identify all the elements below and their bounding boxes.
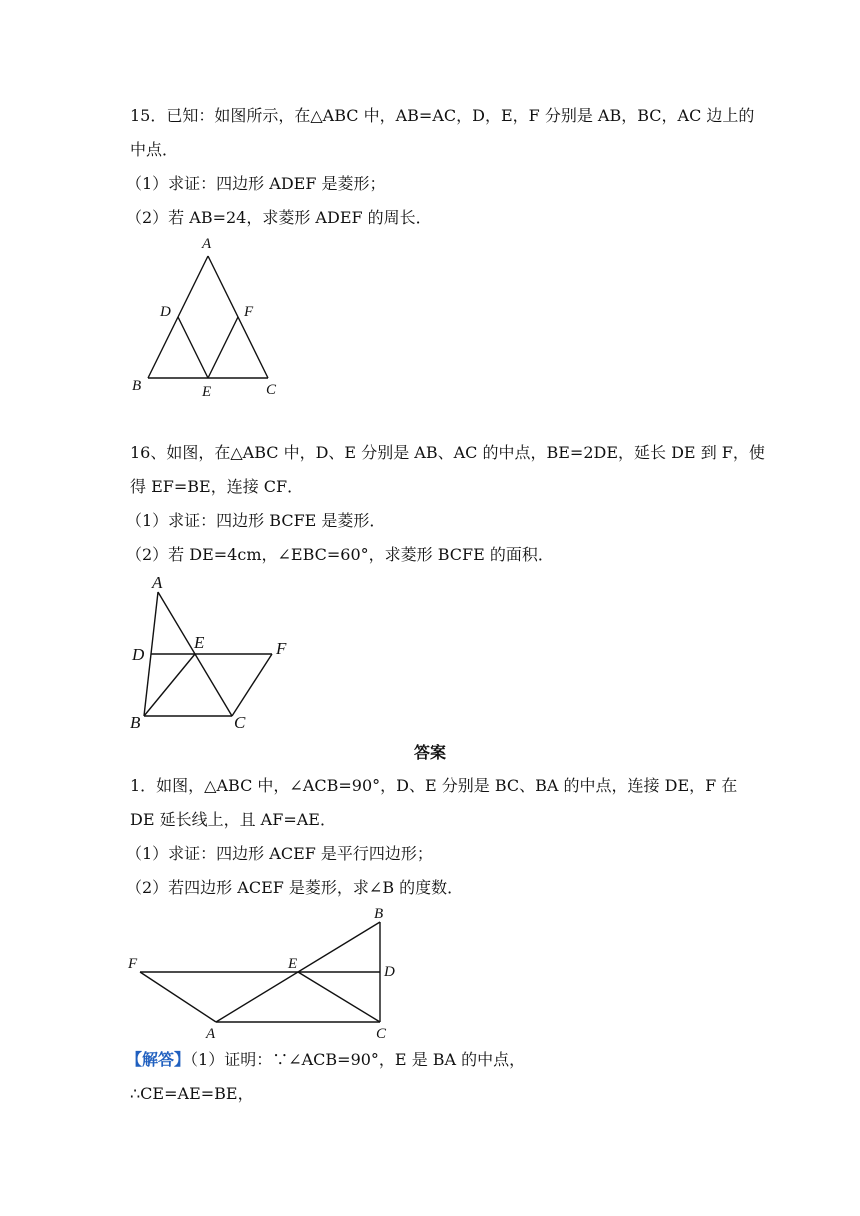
- q16-label-a: A: [152, 573, 163, 592]
- q16-seg-fc: [232, 654, 272, 716]
- q15-seg-de: [178, 317, 208, 378]
- answer1-figure: [124, 902, 404, 1046]
- q16-text-line2: 得 EF=BE，连接 CF．: [130, 477, 304, 496]
- q15-part1: （1）求证：四边形 ADEF 是菱形；: [126, 174, 386, 193]
- q16-text-line1: 16、如图，在△ABC 中，D、E 分别是 AB、AC 的中点，BE=2DE，延长 DE 到 F，使: [130, 443, 765, 462]
- q15-text-line2: 中点．: [130, 140, 179, 159]
- answer1-part2: （2）若四边形 ACEF 是菱形，求∠B 的度数．: [126, 878, 464, 897]
- answer1-part1: （1）求证：四边形 ACEF 是平行四边形；: [126, 844, 433, 863]
- q15-label-f: F: [244, 304, 254, 320]
- q16-figure: [126, 570, 306, 736]
- a1-seg-ec: [298, 972, 380, 1022]
- q16-label-f: F: [276, 639, 287, 658]
- a1-label-c: C: [376, 1026, 387, 1042]
- a1-label-e: E: [288, 956, 298, 972]
- q15-label-c: C: [266, 382, 277, 398]
- q16-label-e: E: [194, 633, 205, 652]
- q16-seg-be: [144, 654, 195, 716]
- answer1-text-line1: 1．如图，△ABC 中，∠ACB=90°，D、E 分别是 BC、BA 的中点，连接 DE，F 在: [130, 776, 738, 795]
- answer1-text-line2: DE 延长线上，且 AF=AE．: [130, 810, 336, 829]
- q15-label-e: E: [202, 384, 212, 400]
- solution-line2: ∴CE=AE=BE，: [130, 1084, 254, 1103]
- q15-part2: （2）若 AB=24，求菱形 ADEF 的周长．: [126, 208, 432, 227]
- q16-label-d: D: [132, 645, 145, 664]
- q15-seg-fe: [208, 317, 238, 378]
- q16-part1: （1）求证：四边形 BCFE 是菱形．: [126, 511, 386, 530]
- q16-part2: （2）若 DE=4cm，∠EBC=60°，求菱形 BCFE 的面积．: [126, 545, 554, 564]
- q15-label-a: A: [202, 236, 212, 252]
- a1-label-f: F: [128, 956, 138, 972]
- q15-label-d: D: [160, 304, 171, 320]
- a1-label-d: D: [384, 964, 395, 980]
- a1-label-b: B: [374, 906, 384, 922]
- solution-text1: （1）证明：∵∠ACB=90°，E 是 BA 的中点，: [190, 1050, 526, 1069]
- q16-label-c: C: [234, 713, 246, 732]
- q15-figure: [126, 236, 286, 402]
- q15-label-b: B: [132, 378, 142, 394]
- solution-line1: [126, 1050, 525, 1070]
- solution-tag: 【解答】: [126, 1050, 191, 1069]
- answers-title: 答案: [413, 743, 446, 762]
- a1-label-a: A: [206, 1026, 216, 1042]
- q16-label-b: B: [130, 713, 141, 732]
- a1-seg-fa: [140, 972, 216, 1022]
- q15-text-line1: 15．已知：如图所示，在△ABC 中，AB=AC，D，E，F 分别是 AB，BC，AC 边上的: [130, 106, 755, 125]
